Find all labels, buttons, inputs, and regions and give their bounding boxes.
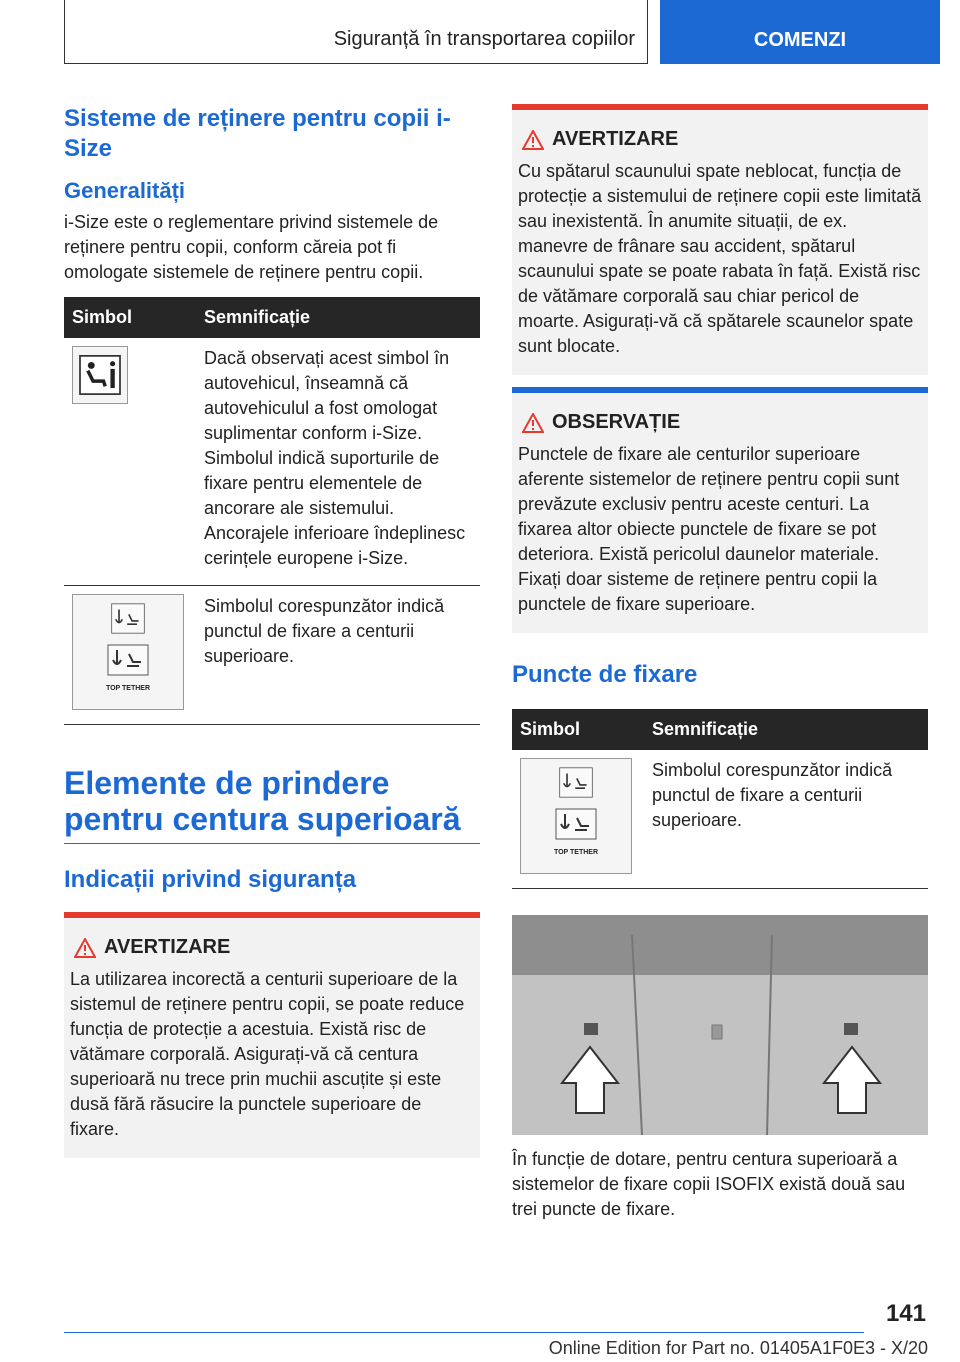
col-meaning: Semnificație	[196, 297, 480, 338]
anchor-heading: Puncte de fixare	[512, 661, 698, 688]
general-text: i-Size este o reglementare privind sistemele de reținere pentru copii, conform căreia pot fi omologate sistemele de reținere pentru copii.	[64, 212, 439, 282]
right-column	[512, 104, 928, 1234]
symbol-table	[64, 297, 480, 725]
warning-text: Cu spătarul scaunului spate neblocat, funcția de protecție a sistemului de reținere copii este limitată sau inexistentă. În anumite situații, de ex. manevre de frânare sau accident, spătarul scaunului spate se poate rabata în față. Există risc de vătămare corporală sau chiar pericol de moarte. Asigurați-vă că spătarele scaunelor spate sunt blocate.	[518, 161, 922, 356]
note-box	[512, 387, 928, 633]
footer-edition: Online Edition for Part no. 01405A1F0E3 - X/20	[548, 1338, 928, 1358]
section-heading: Sisteme de reținere pentru copii i-Size	[64, 105, 451, 162]
table-row	[64, 586, 480, 725]
row-meaning: Simbolul corespunzător indică punctul de fixare a centurii superioare.	[644, 750, 928, 889]
anchor-table	[512, 709, 928, 889]
top-tether-label: TOP TETHER	[553, 849, 599, 856]
page-header	[0, 0, 960, 66]
note-text: Punctele de fixare ale centurilor superioare aferente sistemelor de reținere pentru copii sunt prevăzute exclusiv pentru aceste centuri. La fixarea altor obiecte punctele de fixare se pot deteriora. Există pericolul daunelor materiale. Fixați doar sisteme de reținere pentru copii la punctele de fixare superioare.	[518, 444, 900, 614]
note-label: OBSERVAȚIE	[552, 411, 681, 433]
warning-icon	[522, 130, 544, 150]
col-symbol: Simbol	[512, 709, 644, 750]
top-tether-icon	[72, 594, 184, 710]
general-heading: Generalități	[64, 178, 186, 203]
anchor-photo	[512, 915, 928, 1135]
left-column	[64, 96, 480, 1158]
table-row	[64, 338, 480, 586]
photo-caption: În funcție de dotare, pentru centura superioară a sistemelor de fixare copii ISOFIX există două sau trei puncte de fixare.	[512, 1149, 906, 1219]
footer-divider	[64, 1332, 864, 1333]
row-meaning: Dacă observați acest simbol în autovehicul, înseamnă că autovehiculul a fost omologat suplimentar conform i-Size. Simbolul indică suporturile de fixare pentru elementele de ancorare ale sistemului. Ancorajele inferioare îndeplinesc cerințele europene i-Size.	[196, 338, 480, 586]
row-meaning: Simbolul corespunzător indică punctul de fixare a centurii superioare.	[196, 586, 480, 725]
table-row	[512, 750, 928, 889]
safety-heading: Indicații privind siguranța	[64, 866, 357, 893]
isize-icon	[72, 346, 128, 404]
warning-icon	[74, 938, 96, 958]
top-tether-label: TOP TETHER	[105, 685, 151, 692]
warning-box	[512, 104, 928, 375]
tab-comenzi[interactable]: COMENZI	[660, 0, 940, 64]
big-title: Elemente de prindere pentru centura superioară	[64, 765, 480, 844]
caution-icon	[522, 413, 544, 433]
warning-label: AVERTIZARE	[104, 936, 231, 958]
col-meaning: Semnificație	[644, 709, 928, 750]
col-symbol: Simbol	[64, 297, 196, 338]
warning-label: AVERTIZARE	[552, 128, 679, 150]
page-number: 141	[885, 1300, 926, 1327]
section-title: Siguranță în transportarea copiilor	[64, 0, 648, 64]
warning-text: La utilizarea incorectă a centurii superioare de la sistemul de reținere pentru copii, se poate reduce funcția de protecție a acestuia. Există risc de vătămare corporală. Asigurați-vă că centura superioară nu trece prin muchii ascuțite și este dusă fără răsucire la punctele superioare de fixare.	[70, 969, 465, 1139]
warning-box	[64, 912, 480, 1158]
top-tether-icon	[520, 758, 632, 874]
